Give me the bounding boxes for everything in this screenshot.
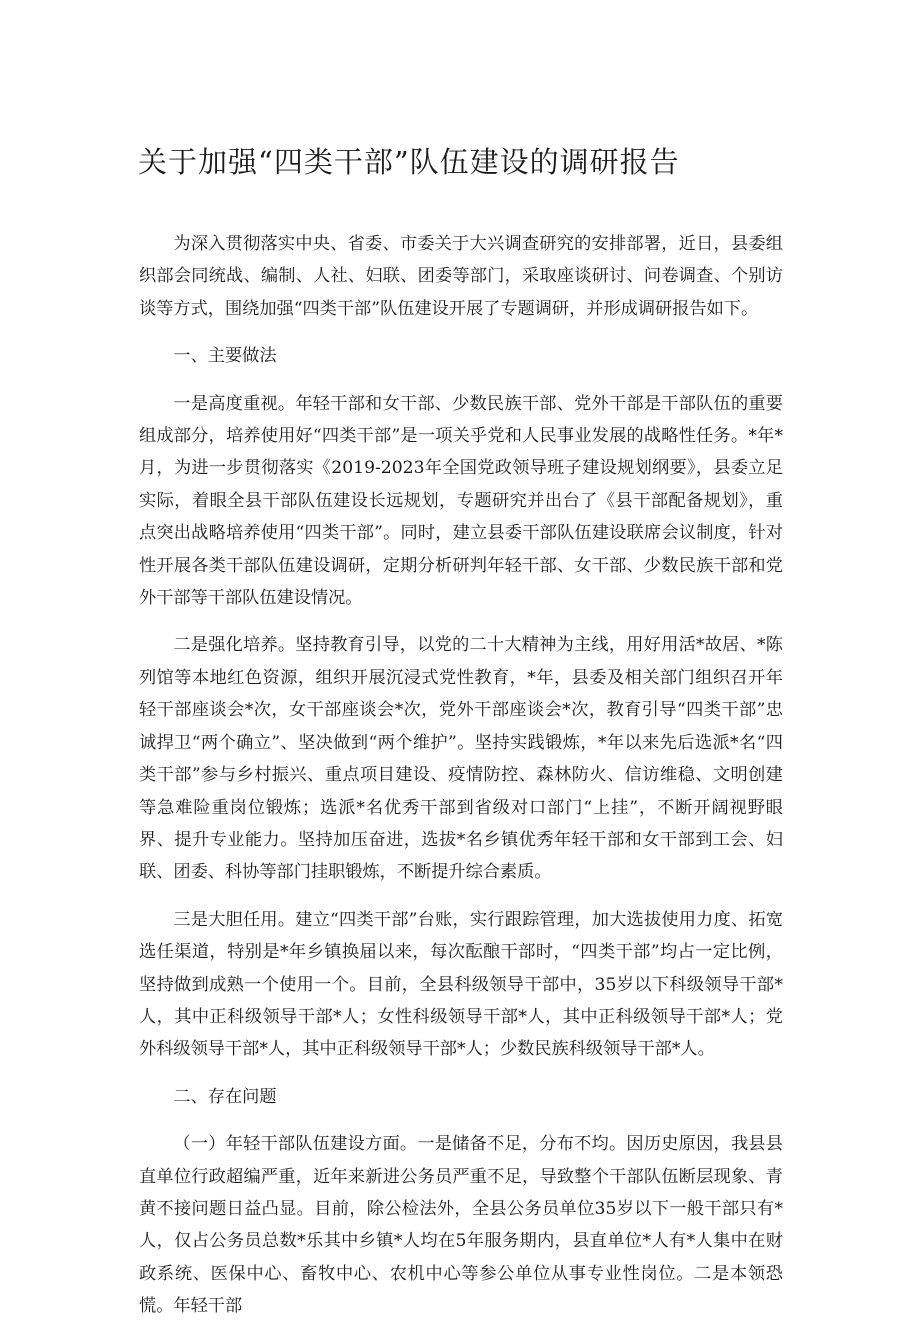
paragraph-strengthen-training: 二是强化培养。坚持教育引导，以党的二十大精神为主线，用好用活*故居、*陈列馆等本地红色资源，组织开展沉浸式党性教育，*年，县委及相关部门组织召开年轻干部座谈会*次，女干部座谈会*次，党外干部座谈会*次，教育引导“四类干部”忠诚捍卫“两个确立”、坚决做到“两个维护”。坚持实践锻炼，*年以来先后选派*名“四类干部”参与乡村振兴、重点项目建设、疫情防控、森林防火、信访维稳、文明创建等急难险重岗位锻炼；选派*名优秀干部到省级对口部门“上挂”，不断开阔视野眼界、提升专业能力。坚持加压奋进，选拔*名乡镇优秀年轻干部和女干部到工会、妇联、团委、科协等部门挂职锻炼，不断提升综合素质。 [139, 635, 783, 883]
document-title: 关于加强“四类干部”队伍建设的调研报告 [138, 145, 680, 179]
paragraph-bold-appointment: 三是大胆任用。建立“四类干部”台账，实行跟踪管理，加大选拔使用力度、拓宽选任渠道，特别是*年乡镇换届以来，每次酝酿干部时，“四类干部”均占一定比例，坚持做到成熟一个使用一个。目前，全县科级领导干部中，35岁以下科级领导干部*人，其中正科级领导干部*人；女性科级领导干部*人，其中正科级领导干部*人；党外科级领导干部*人，其中正科级领导干部*人；少数民族科级领导干部*人。 [139, 909, 783, 1060]
paragraph-high-attention: 一是高度重视。年轻干部和女干部、少数民族干部、党外干部是干部队伍的重要组成部分，培养使用好“四类干部”是一项关乎党和人民事业发展的战略性任务。*年*月，为进一步贯彻落实《2019-2023年全国党政领导班子建设规划纲要》，县委立足实际，着眼全县干部队伍建设长远规划，专题研究并出台了《县干部配备规划》，重点突出战略培养使用“四类干部”。同时，建立县委干部队伍建设联席会议制度，针对性开展各类干部队伍建设调研，定期分析研判年轻干部、女干部、少数民族干部和党外干部等干部队伍建设情况。 [139, 393, 783, 609]
section-heading-main-practices: 一、主要做法 [173, 346, 277, 367]
paragraph-young-cadres: （一）年轻干部队伍建设方面。一是储备不足，分布不均。因历史原因，我县县直单位行政超编严重，近年来新进公务员严重不足，导致整个干部队伍断层现象、青黄不接问题日益凸显。目前，除公检法外，全县公务员单位35岁以下一般干部只有*人，仅占公务员总数*乐其中乡镇*人均在5年服务期内，县直单位*人有*人集中在财政系统、医保中心、畜牧中心、农机中心等参公单位从事专业性岗位。二是本领恐慌。年轻干部 [139, 1134, 783, 1317]
section-heading-problems: 二、存在问题 [173, 1086, 277, 1107]
intro-paragraph: 为深入贯彻落实中央、省委、市委关于大兴调查研究的安排部署，近日，县委组织部会同统战、编制、人社、妇联、团委等部门，采取座谈研讨、问卷调查、个别访谈等方式，围绕加强“四类干部”队伍建设开展了专题调研，并形成调研报告如下。 [139, 234, 783, 319]
document-body [139, 228, 783, 1338]
